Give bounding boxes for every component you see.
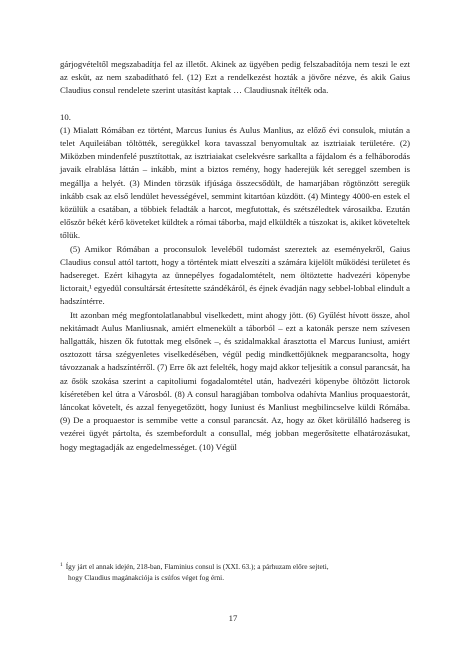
footnote-text-line-1: Így járt el annak idején, 218-ban, Flaminius consul is (XXI. 63.); a párhuzam előre sejteti,	[65, 562, 329, 571]
paragraph-1: (1) Mialatt Rómában ez történt, Marcus Iunius és Aulus Manlius, az előző évi consulok, miután a telet Aquileiában töltötték, seregükkel kora tavasszal benyomultak az isztriaiak területére. (2) Miközben mindenfelé pusztítottak, az isztriaiakat cselekvésre sarkallta a fájdalom és a felháborodás javaik elrablása láttán – inkább, mint a biztos remény, hogy haderejük két sereggel szemben is megállja a helyét. (3) Minden törzsük ifjúsága összecsődült, de hamarjában rögtönzött seregük inkább csak az első lendület hevességével, semmint kitartóan küzdött. (4) Mintegy 4000-en estek el közülük a csatában, a többiek feladták a harcot, megfutottak, és szétszéledtek városaikba. Ezután először békét kérő követeket küldtek a római táborba, majd elküldték a túszokat is, akiket követeltek tőlük.	[60, 124, 410, 241]
main-text	[60, 58, 410, 454]
paragraph-3: Itt azonban még megfontolatlanabbul viselkedett, mint ahogy jött. (6) Gyűlést hívott össze, ahol nekitámadt Aulus Manliusnak, amiért elmenekült a táborból – ezt a katonák persze nem szívesen hallgatták, hiszen ők futottak meg elsőnek –, és szidalmakkal árasztotta el Marcus Iuniust, amiért osztozott társa szégyenletes viselkedésében, végül pedig mindkettőjüknek megparancsolta, hogy távozzanak a hadszíntérről. (7) Erre ők azt felelték, hogy majd akkor teljesítik a consul parancsát, ha az ősök szokása szerint a capitoliumi fogadalomtétel után, hadvezéri köpenybe öltözött lictorok kíséretében kel útra a Városból. (8) A consul haragjában tombolva odahívta Manlius proquaestorát, láncokat követelt, és azzal fenyegetőzött, hogy Iuniust és Manliust megbilincselve küldi Rómába. (9) De a proquaestor is semmibe vette a consul parancsát. Az, hogy az őket körülálló hadsereg is vezérei ügyét pártolta, és szembefordult a consullal, még jobban megerősítette elhatározásukat, hogy megtagadják az engedelmességet. (10) Végül	[60, 309, 410, 452]
paragraph-intro: gárjogvételtől megszabadítja fel az illetőt. Akinek az ügyében pedig felszabadítója nem teszi le ezt az esküt, az nem szabadítható fel. (12) Ezt a rendelkezést hozták a jövőre nézve, és akik Gaius Claudius consul rendelete szerint utasítást kaptak … Claudiusnak ítélték oda.	[60, 59, 410, 96]
footnote	[60, 560, 410, 583]
paragraph-2: (5) Amikor Rómában a proconsulok leveléből tudomást szereztek az eseményekről, Gaius Claudius consul attól tartott, hogy a történtek miatt elveszíti a számára kijelölt működési területet és hadsereget. Ezért kihagyta az ünnepélyes fogadalomtételt, nem öltöztette hadvezéri köpenybe lictorait,¹ egyedül consultársát értesítette szándékáról, és éjnek évadján nagy sebbel-lobbal elindult a hadszíntérre.	[60, 243, 410, 307]
footnote-marker: 1	[60, 562, 63, 568]
section-number: 10.	[60, 111, 71, 122]
spacer	[60, 98, 410, 111]
page-number: 17	[228, 613, 238, 623]
footnote-text-line-2: hogy Claudius magánakciója is csúfos véget fog érni.	[68, 572, 225, 582]
